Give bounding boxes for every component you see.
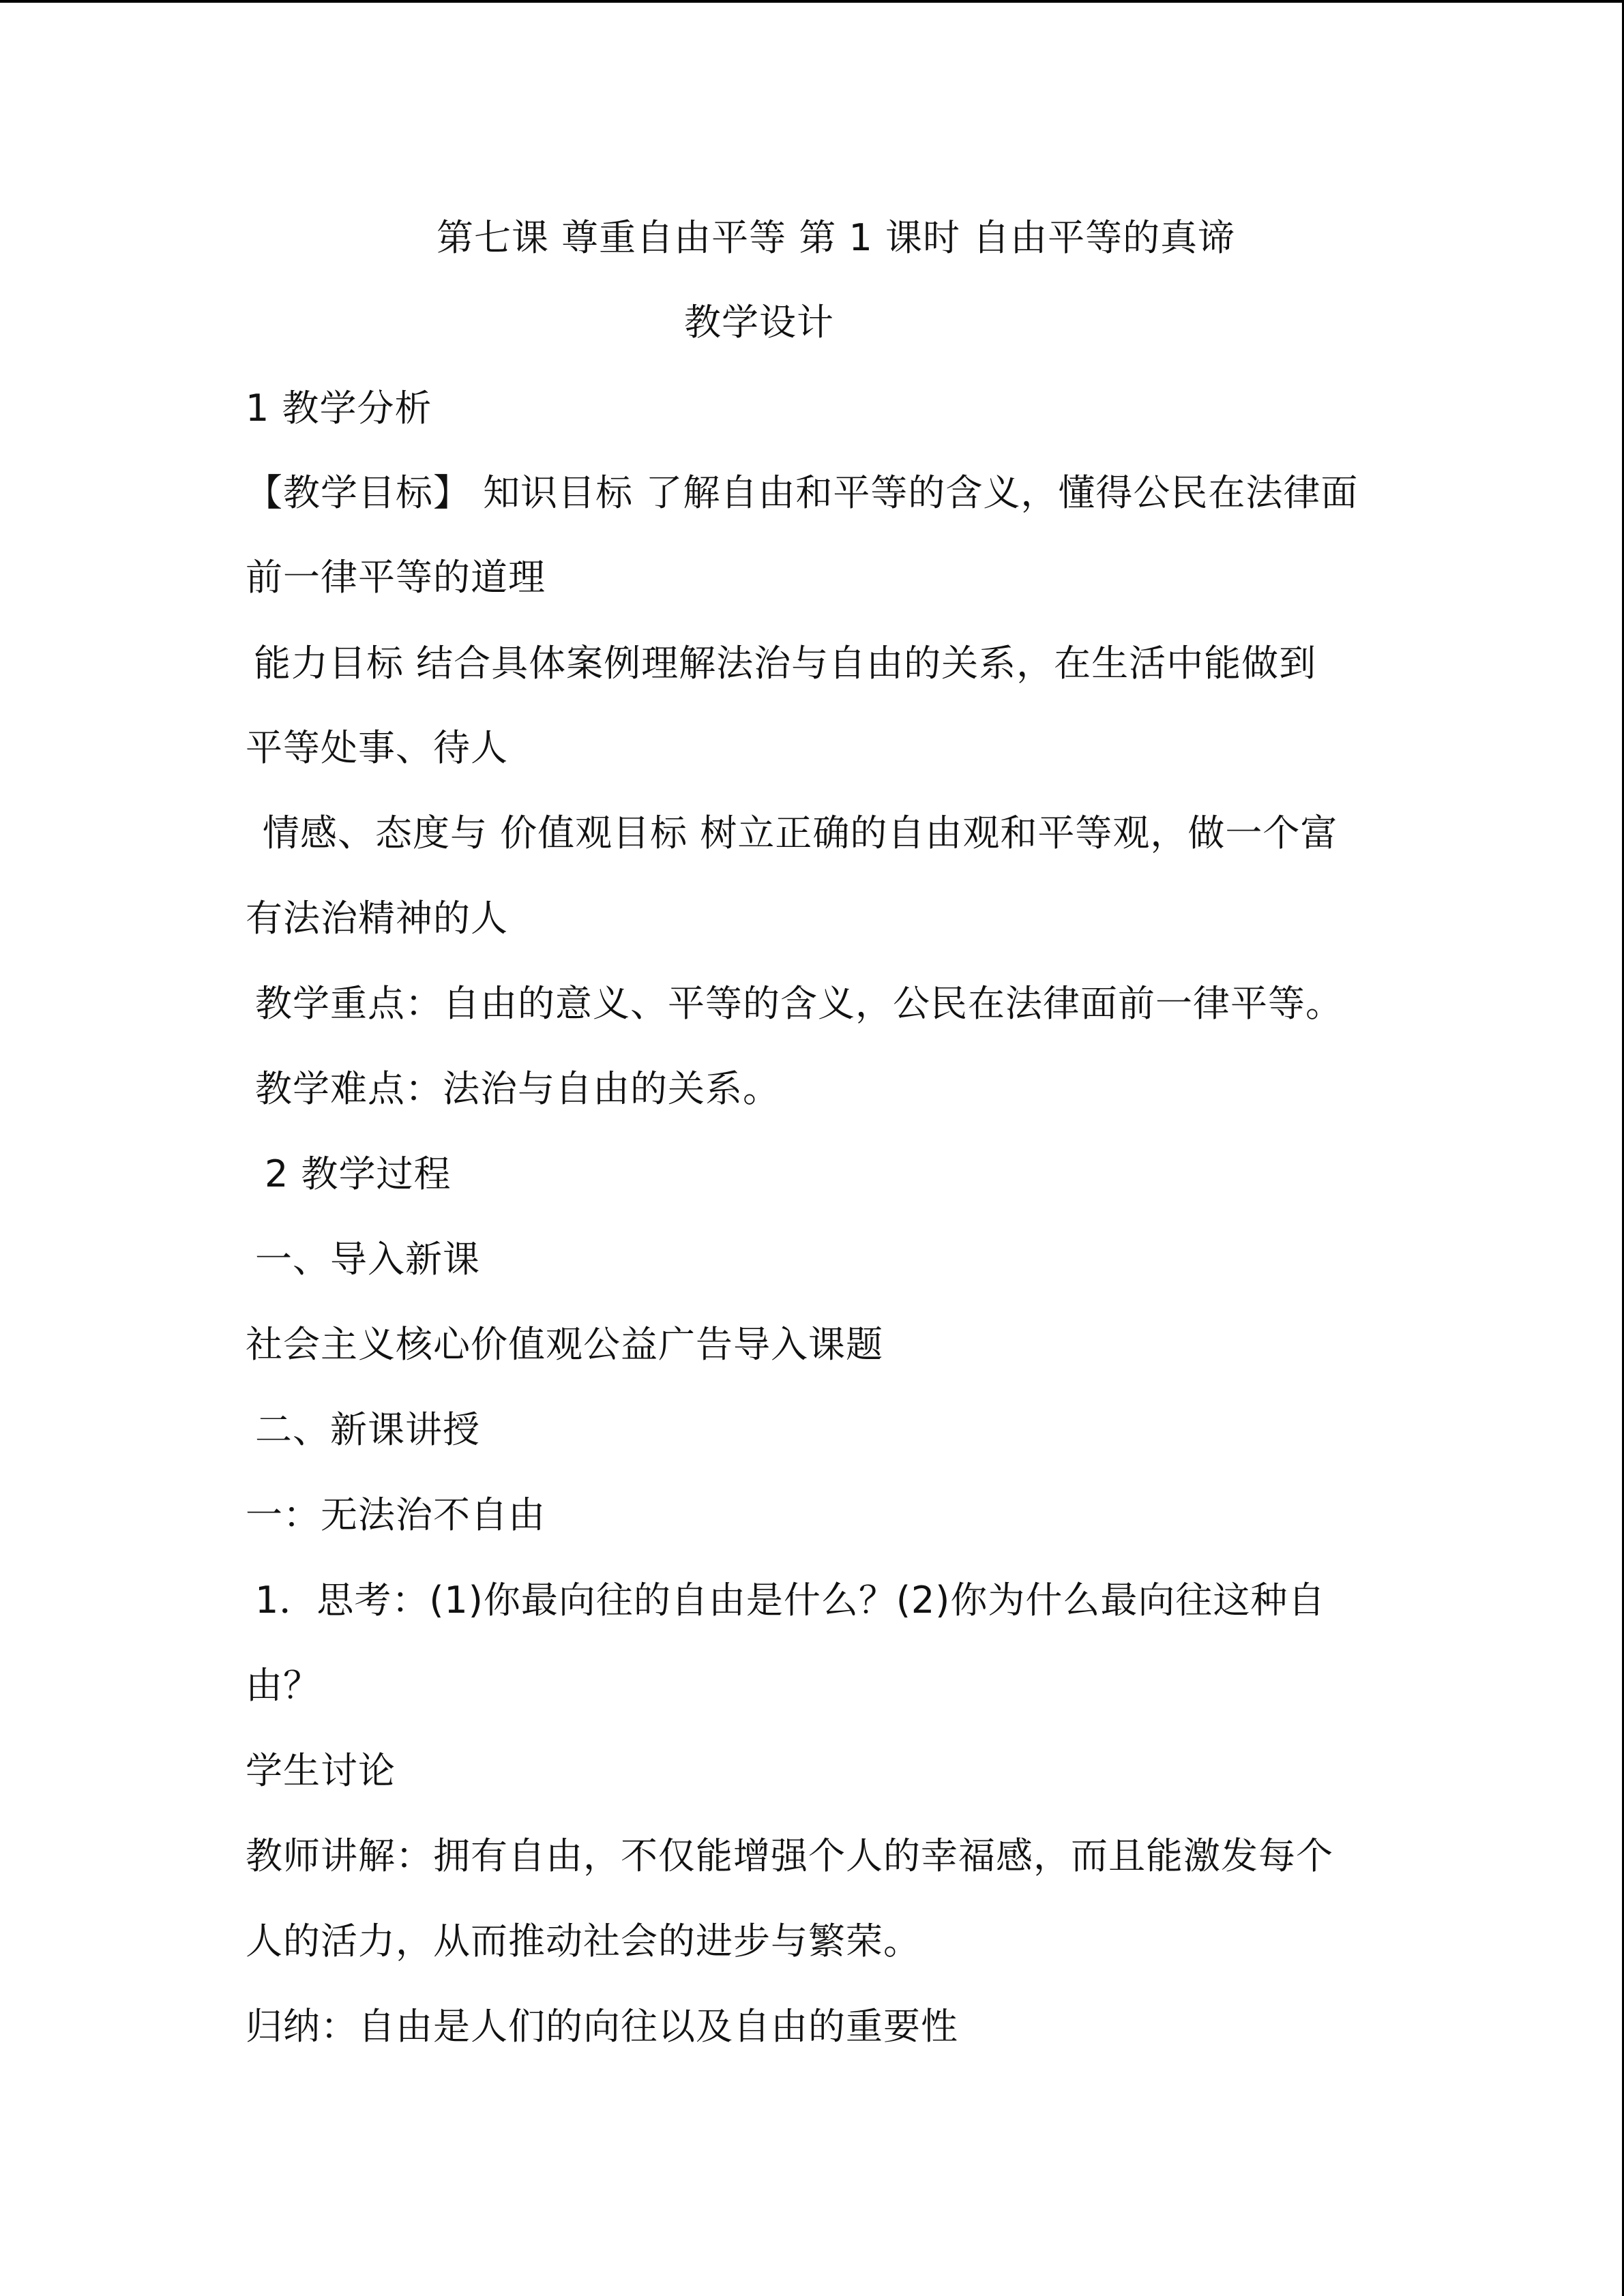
document-title: 第七课 尊重自由平等 第 1 课时 自由平等的真谛 xyxy=(437,216,1236,259)
paragraph-line: 教师讲解：拥有自由，不仅能增强个人的幸福感，而且能激发每个 xyxy=(246,1834,1333,1877)
paragraph-line: 学生讨论 xyxy=(246,1749,396,1792)
paragraph-line: 平等处事、待人 xyxy=(246,726,508,769)
paragraph-line: 教学重点：自由的意义、平等的含义，公民在法律面前一律平等。 xyxy=(255,982,1343,1025)
paragraph-line: 社会主义核心价值观公益广告导入课题 xyxy=(246,1323,883,1366)
document-subtitle: 教学设计 xyxy=(684,301,834,344)
paragraph-line: 【教学目标】 知识目标 了解自由和平等的含义，懂得公民在法律面 xyxy=(246,471,1359,514)
paragraph-line: 情感、态度与 价值观目标 树立正确的自由观和平等观，做一个富 xyxy=(263,811,1338,854)
paragraph-line: 能力目标 结合具体案例理解法治与自由的关系，在生活中能做到 xyxy=(254,642,1317,685)
paragraph-line: 有法治精神的人 xyxy=(246,897,508,940)
section-heading-teaching-process: 2 教学过程 xyxy=(265,1152,452,1195)
paragraph-line: 由？ xyxy=(246,1664,321,1707)
paragraph-line: 归纳：自由是人们的向往以及自由的重要性 xyxy=(246,2005,958,2048)
subsection-heading: 二、新课讲授 xyxy=(255,1408,480,1451)
top-border-line xyxy=(0,0,1624,3)
paragraph-line: 一：无法治不自由 xyxy=(246,1493,546,1536)
subsection-heading: 一、导入新课 xyxy=(255,1238,480,1281)
section-heading-teaching-analysis: 1 教学分析 xyxy=(246,387,432,430)
paragraph-line: 1．思考：(1)你最向往的自由是什么？(2)你为什么最向往这种自 xyxy=(255,1579,1326,1622)
paragraph-line: 人的活力，从而推动社会的进步与繁荣。 xyxy=(246,1920,921,1963)
paragraph-line: 前一律平等的道理 xyxy=(246,556,546,599)
paragraph-line: 教学难点：法治与自由的关系。 xyxy=(255,1067,780,1110)
